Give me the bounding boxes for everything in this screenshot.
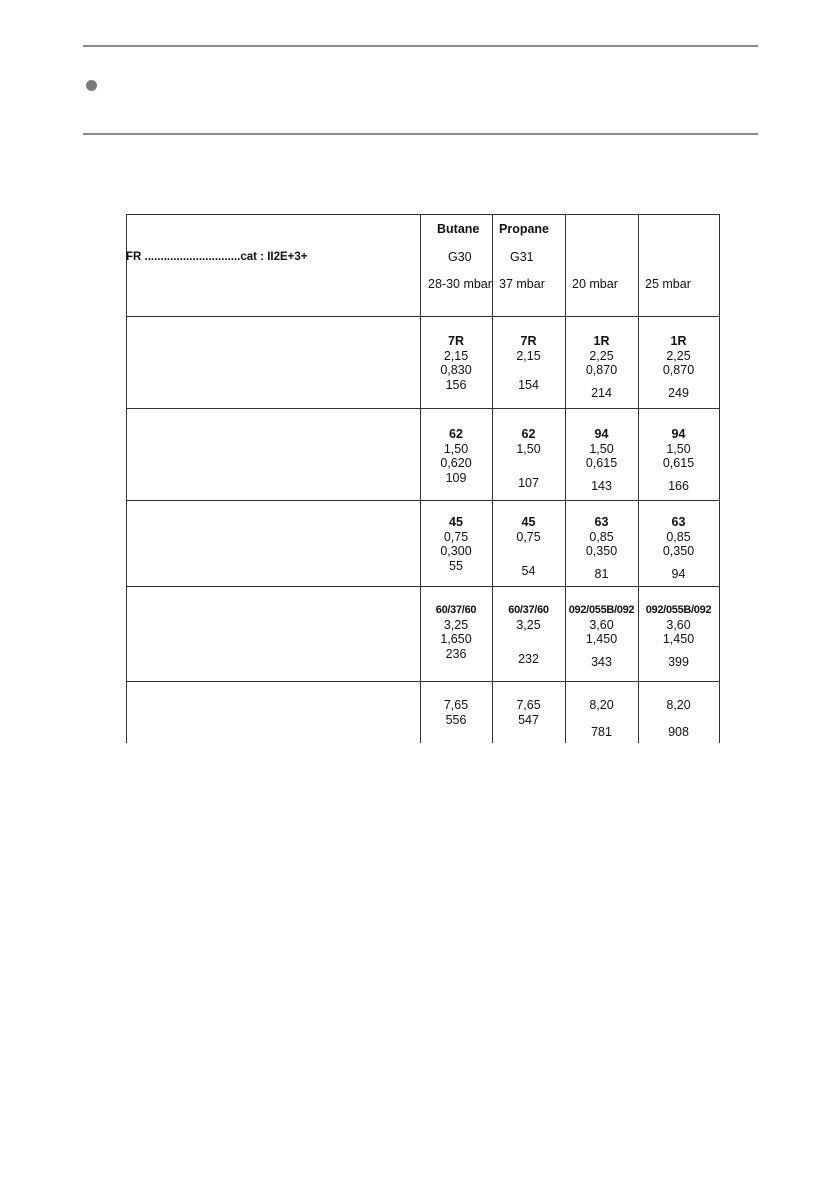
table-row-divider bbox=[126, 316, 720, 317]
table-cell bbox=[492, 515, 565, 578]
table-right-border bbox=[719, 214, 720, 743]
country-category-label: FR ..............................cat : II2E+3+ bbox=[126, 251, 308, 263]
injector-value: 62 bbox=[521, 427, 536, 441]
table-cell bbox=[565, 603, 638, 669]
column-gas-code: G31 bbox=[510, 250, 534, 264]
cell-value: 0,615 bbox=[585, 456, 618, 470]
cell-value: 166 bbox=[668, 478, 689, 493]
cell-value bbox=[492, 632, 565, 647]
table-row-divider bbox=[126, 500, 720, 501]
table-cell bbox=[420, 698, 492, 727]
cell-value: 0,870 bbox=[585, 363, 618, 377]
table-cell bbox=[638, 515, 719, 581]
cell-value: 81 bbox=[594, 566, 609, 581]
injector-value: 7R bbox=[520, 334, 537, 348]
table-cell bbox=[492, 427, 565, 490]
cell-value: 0,85 bbox=[666, 529, 691, 544]
cell-value: 3,25 bbox=[516, 617, 541, 632]
cell-value: 2,15 bbox=[516, 348, 541, 363]
cell-value: 0,620 bbox=[440, 456, 472, 470]
cell-value: 1,450 bbox=[662, 632, 695, 646]
table-row-divider bbox=[126, 408, 720, 409]
table-cell bbox=[420, 603, 492, 661]
cell-value: 2,25 bbox=[589, 348, 614, 363]
injector-value: 63 bbox=[594, 515, 609, 529]
injector-value: 092/055B/092 bbox=[645, 604, 712, 616]
cell-value: 55 bbox=[449, 558, 463, 573]
injector-value: 94 bbox=[671, 427, 686, 441]
table-left-border bbox=[126, 214, 127, 743]
cell-value: 1,50 bbox=[516, 441, 541, 456]
injector-value: 94 bbox=[594, 427, 609, 441]
cell-value: 1,50 bbox=[589, 441, 614, 456]
cell-value: 0,85 bbox=[589, 529, 614, 544]
cell-value: 2,25 bbox=[666, 348, 691, 363]
table-cell bbox=[565, 698, 638, 739]
table-cell bbox=[420, 427, 492, 485]
table-cell bbox=[565, 427, 638, 493]
header-bottom-rule bbox=[83, 133, 758, 135]
cell-value: 781 bbox=[591, 724, 612, 739]
cell-value: 154 bbox=[518, 377, 539, 392]
injector-value: 7R bbox=[448, 334, 464, 348]
cell-value: 0,350 bbox=[662, 544, 695, 558]
cell-value bbox=[492, 363, 565, 378]
cell-value: 8,20 bbox=[589, 698, 614, 712]
column-gas-name: Butane bbox=[437, 222, 480, 236]
cell-value: 1,50 bbox=[443, 441, 469, 456]
cell-value: 232 bbox=[518, 651, 539, 666]
column-pressure: 25 mbar bbox=[645, 277, 691, 291]
injector-value: 45 bbox=[521, 515, 536, 529]
cell-value: 143 bbox=[591, 478, 612, 493]
table-cell bbox=[638, 698, 719, 739]
cell-value: 0,75 bbox=[516, 529, 541, 544]
column-gas-code: G30 bbox=[448, 250, 472, 264]
table-cell bbox=[492, 603, 565, 666]
cell-value: 0,870 bbox=[662, 363, 695, 377]
cell-value: 54 bbox=[521, 563, 536, 578]
table-cell bbox=[420, 334, 492, 392]
cell-value: 556 bbox=[445, 712, 467, 727]
injector-value: 45 bbox=[449, 515, 463, 529]
cell-value: 0,830 bbox=[440, 363, 472, 377]
table-cell bbox=[420, 515, 492, 573]
cell-value: 0,75 bbox=[443, 529, 469, 544]
table-cell bbox=[492, 698, 565, 727]
cell-value: 1,650 bbox=[440, 632, 472, 646]
cell-value: 236 bbox=[445, 646, 467, 661]
cell-value: 214 bbox=[591, 385, 612, 400]
table-cell bbox=[638, 334, 719, 400]
injector-value: 60/37/60 bbox=[508, 604, 549, 616]
bullet-icon bbox=[86, 80, 97, 91]
cell-value: 156 bbox=[445, 377, 467, 392]
cell-value: 0,615 bbox=[662, 456, 695, 470]
cell-value: 7,65 bbox=[516, 698, 541, 712]
table-cell bbox=[492, 334, 565, 392]
gas-injector-table bbox=[126, 214, 719, 743]
cell-value: 908 bbox=[668, 724, 689, 739]
column-pressure: 37 mbar bbox=[499, 277, 545, 291]
injector-value: 092/055B/092 bbox=[568, 604, 635, 616]
cell-value: 249 bbox=[668, 385, 689, 400]
table-top-border bbox=[126, 214, 720, 215]
cell-value: 0,350 bbox=[585, 544, 618, 558]
cell-value: 1,50 bbox=[666, 441, 691, 456]
table-row-divider bbox=[126, 681, 720, 682]
column-pressure: 20 mbar bbox=[572, 277, 618, 291]
table-cell bbox=[565, 334, 638, 400]
injector-value: 60/37/60 bbox=[435, 604, 477, 616]
cell-value: 343 bbox=[591, 654, 612, 669]
cell-value bbox=[492, 456, 565, 471]
cell-value: 109 bbox=[445, 470, 467, 485]
cell-value: 3,60 bbox=[666, 617, 691, 632]
cell-value: 1,450 bbox=[585, 632, 618, 646]
cell-value: 107 bbox=[518, 475, 539, 490]
top-rule bbox=[83, 45, 758, 47]
injector-value: 63 bbox=[671, 515, 686, 529]
cell-value: 3,25 bbox=[443, 617, 469, 632]
injector-value: 62 bbox=[449, 427, 463, 441]
table-cell bbox=[638, 603, 719, 669]
injector-value: 1R bbox=[593, 334, 610, 348]
cell-value: 0,300 bbox=[440, 544, 472, 558]
table-cell bbox=[638, 427, 719, 493]
cell-value: 94 bbox=[671, 566, 686, 581]
injector-value: 1R bbox=[670, 334, 687, 348]
cell-value: 2,15 bbox=[443, 348, 469, 363]
cell-value: 3,60 bbox=[589, 617, 614, 632]
cell-value: 8,20 bbox=[666, 698, 691, 712]
table-row-divider bbox=[126, 586, 720, 587]
column-gas-name: Propane bbox=[499, 222, 550, 236]
cell-value bbox=[492, 544, 565, 559]
cell-value: 399 bbox=[668, 654, 689, 669]
cell-value: 547 bbox=[518, 712, 539, 727]
column-pressure: 28-30 mbar bbox=[428, 277, 492, 291]
table-cell bbox=[565, 515, 638, 581]
cell-value: 7,65 bbox=[443, 698, 469, 712]
